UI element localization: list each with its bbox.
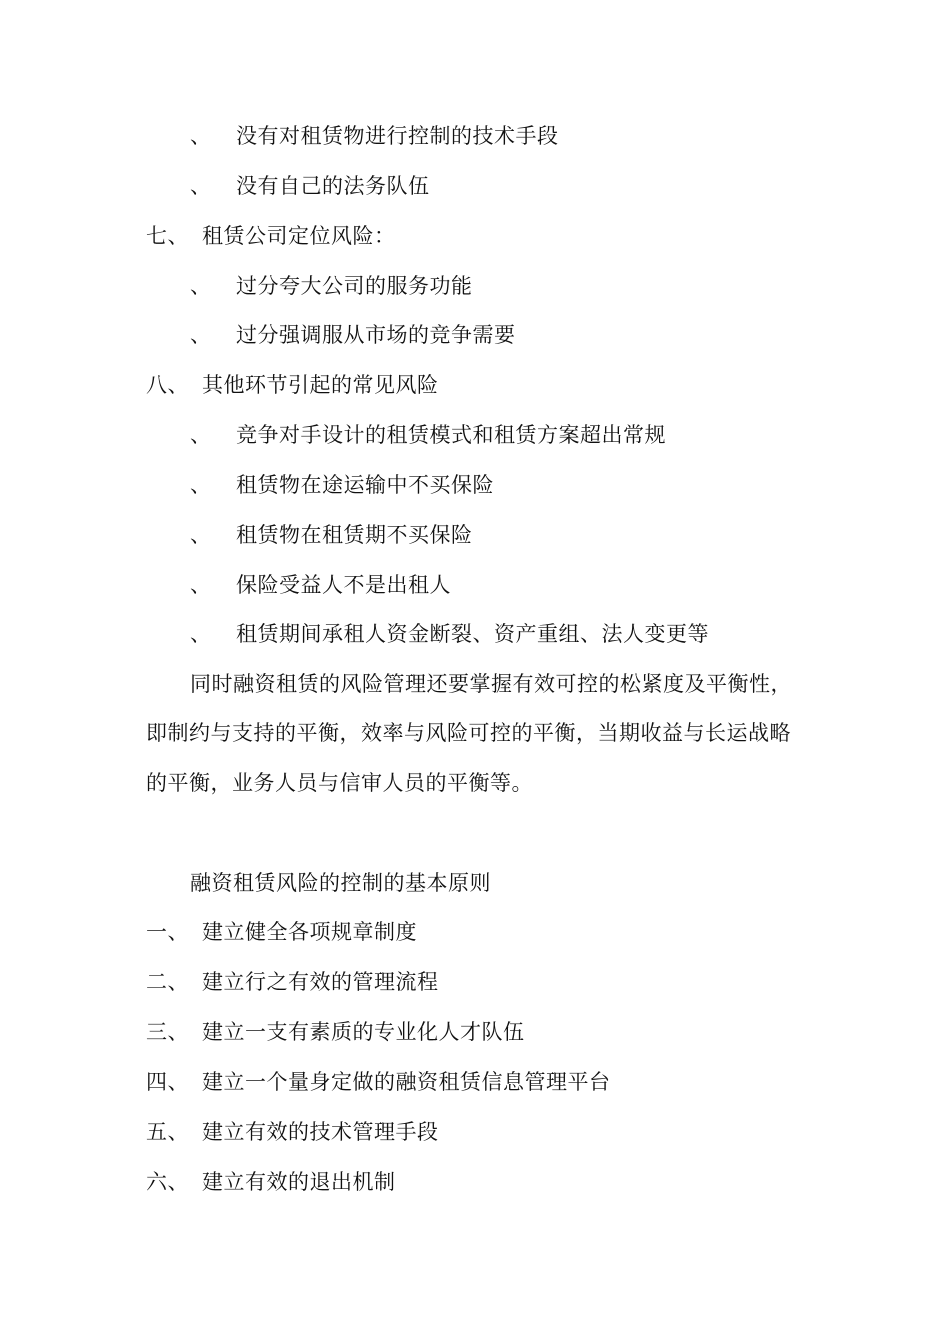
paragraph-line: 即制约与支持的平衡，效率与风险可控的平衡，当期收益与长运战略	[146, 721, 791, 745]
heading-number: 七、	[146, 224, 189, 248]
list-item-text: 竞争对手设计的租赁模式和租赁方案超出常规	[236, 423, 666, 447]
list-bullet: 、	[190, 423, 212, 447]
list-item-text: 建立一支有素质的专业化人才队伍	[202, 1020, 525, 1044]
list-bullet: 、	[190, 274, 212, 298]
list-bullet: 、	[190, 573, 212, 597]
list-item-text: 建立一个量身定做的融资租赁信息管理平台	[202, 1070, 611, 1094]
list-bullet: 、	[190, 622, 212, 646]
list-bullet: 、	[190, 174, 212, 198]
list-item-text: 没有自己的法务队伍	[236, 174, 430, 198]
list-item-text: 保险受益人不是出租人	[236, 573, 451, 597]
paragraph-line: 同时融资租赁的风险管理还要掌握有效可控的松紧度及平衡性，	[190, 672, 792, 696]
item-number: 二、	[146, 970, 189, 994]
item-number: 六、	[146, 1170, 189, 1194]
list-item-text: 租赁物在租赁期不买保险	[236, 523, 473, 547]
item-number: 五、	[146, 1120, 189, 1144]
list-item-text: 租赁物在途运输中不买保险	[236, 473, 494, 497]
paragraph-line: 的平衡，业务人员与信审人员的平衡等。	[146, 771, 533, 795]
item-number: 一、	[146, 920, 189, 944]
list-item-text: 过分夸大公司的服务功能	[236, 274, 473, 298]
list-item-text: 建立有效的退出机制	[202, 1170, 396, 1194]
list-item-text: 建立健全各项规章制度	[202, 920, 417, 944]
item-number: 四、	[146, 1070, 189, 1094]
list-bullet: 、	[190, 473, 212, 497]
section-title: 融资租赁风险的控制的基本原则	[190, 871, 491, 895]
heading-text: 租赁公司定位风险：	[202, 224, 396, 248]
list-item-text: 建立有效的技术管理手段	[202, 1120, 439, 1144]
list-item-text: 没有对租赁物进行控制的技术手段	[236, 124, 559, 148]
heading-number: 八、	[146, 373, 189, 397]
list-item-text: 建立行之有效的管理流程	[202, 970, 439, 994]
list-item-text: 过分强调服从市场的竞争需要	[236, 323, 516, 347]
list-item-text: 租赁期间承租人资金断裂、资产重组、法人变更等	[236, 622, 709, 646]
list-bullet: 、	[190, 124, 212, 148]
item-number: 三、	[146, 1020, 189, 1044]
heading-text: 其他环节引起的常见风险	[202, 373, 439, 397]
list-bullet: 、	[190, 523, 212, 547]
list-bullet: 、	[190, 323, 212, 347]
